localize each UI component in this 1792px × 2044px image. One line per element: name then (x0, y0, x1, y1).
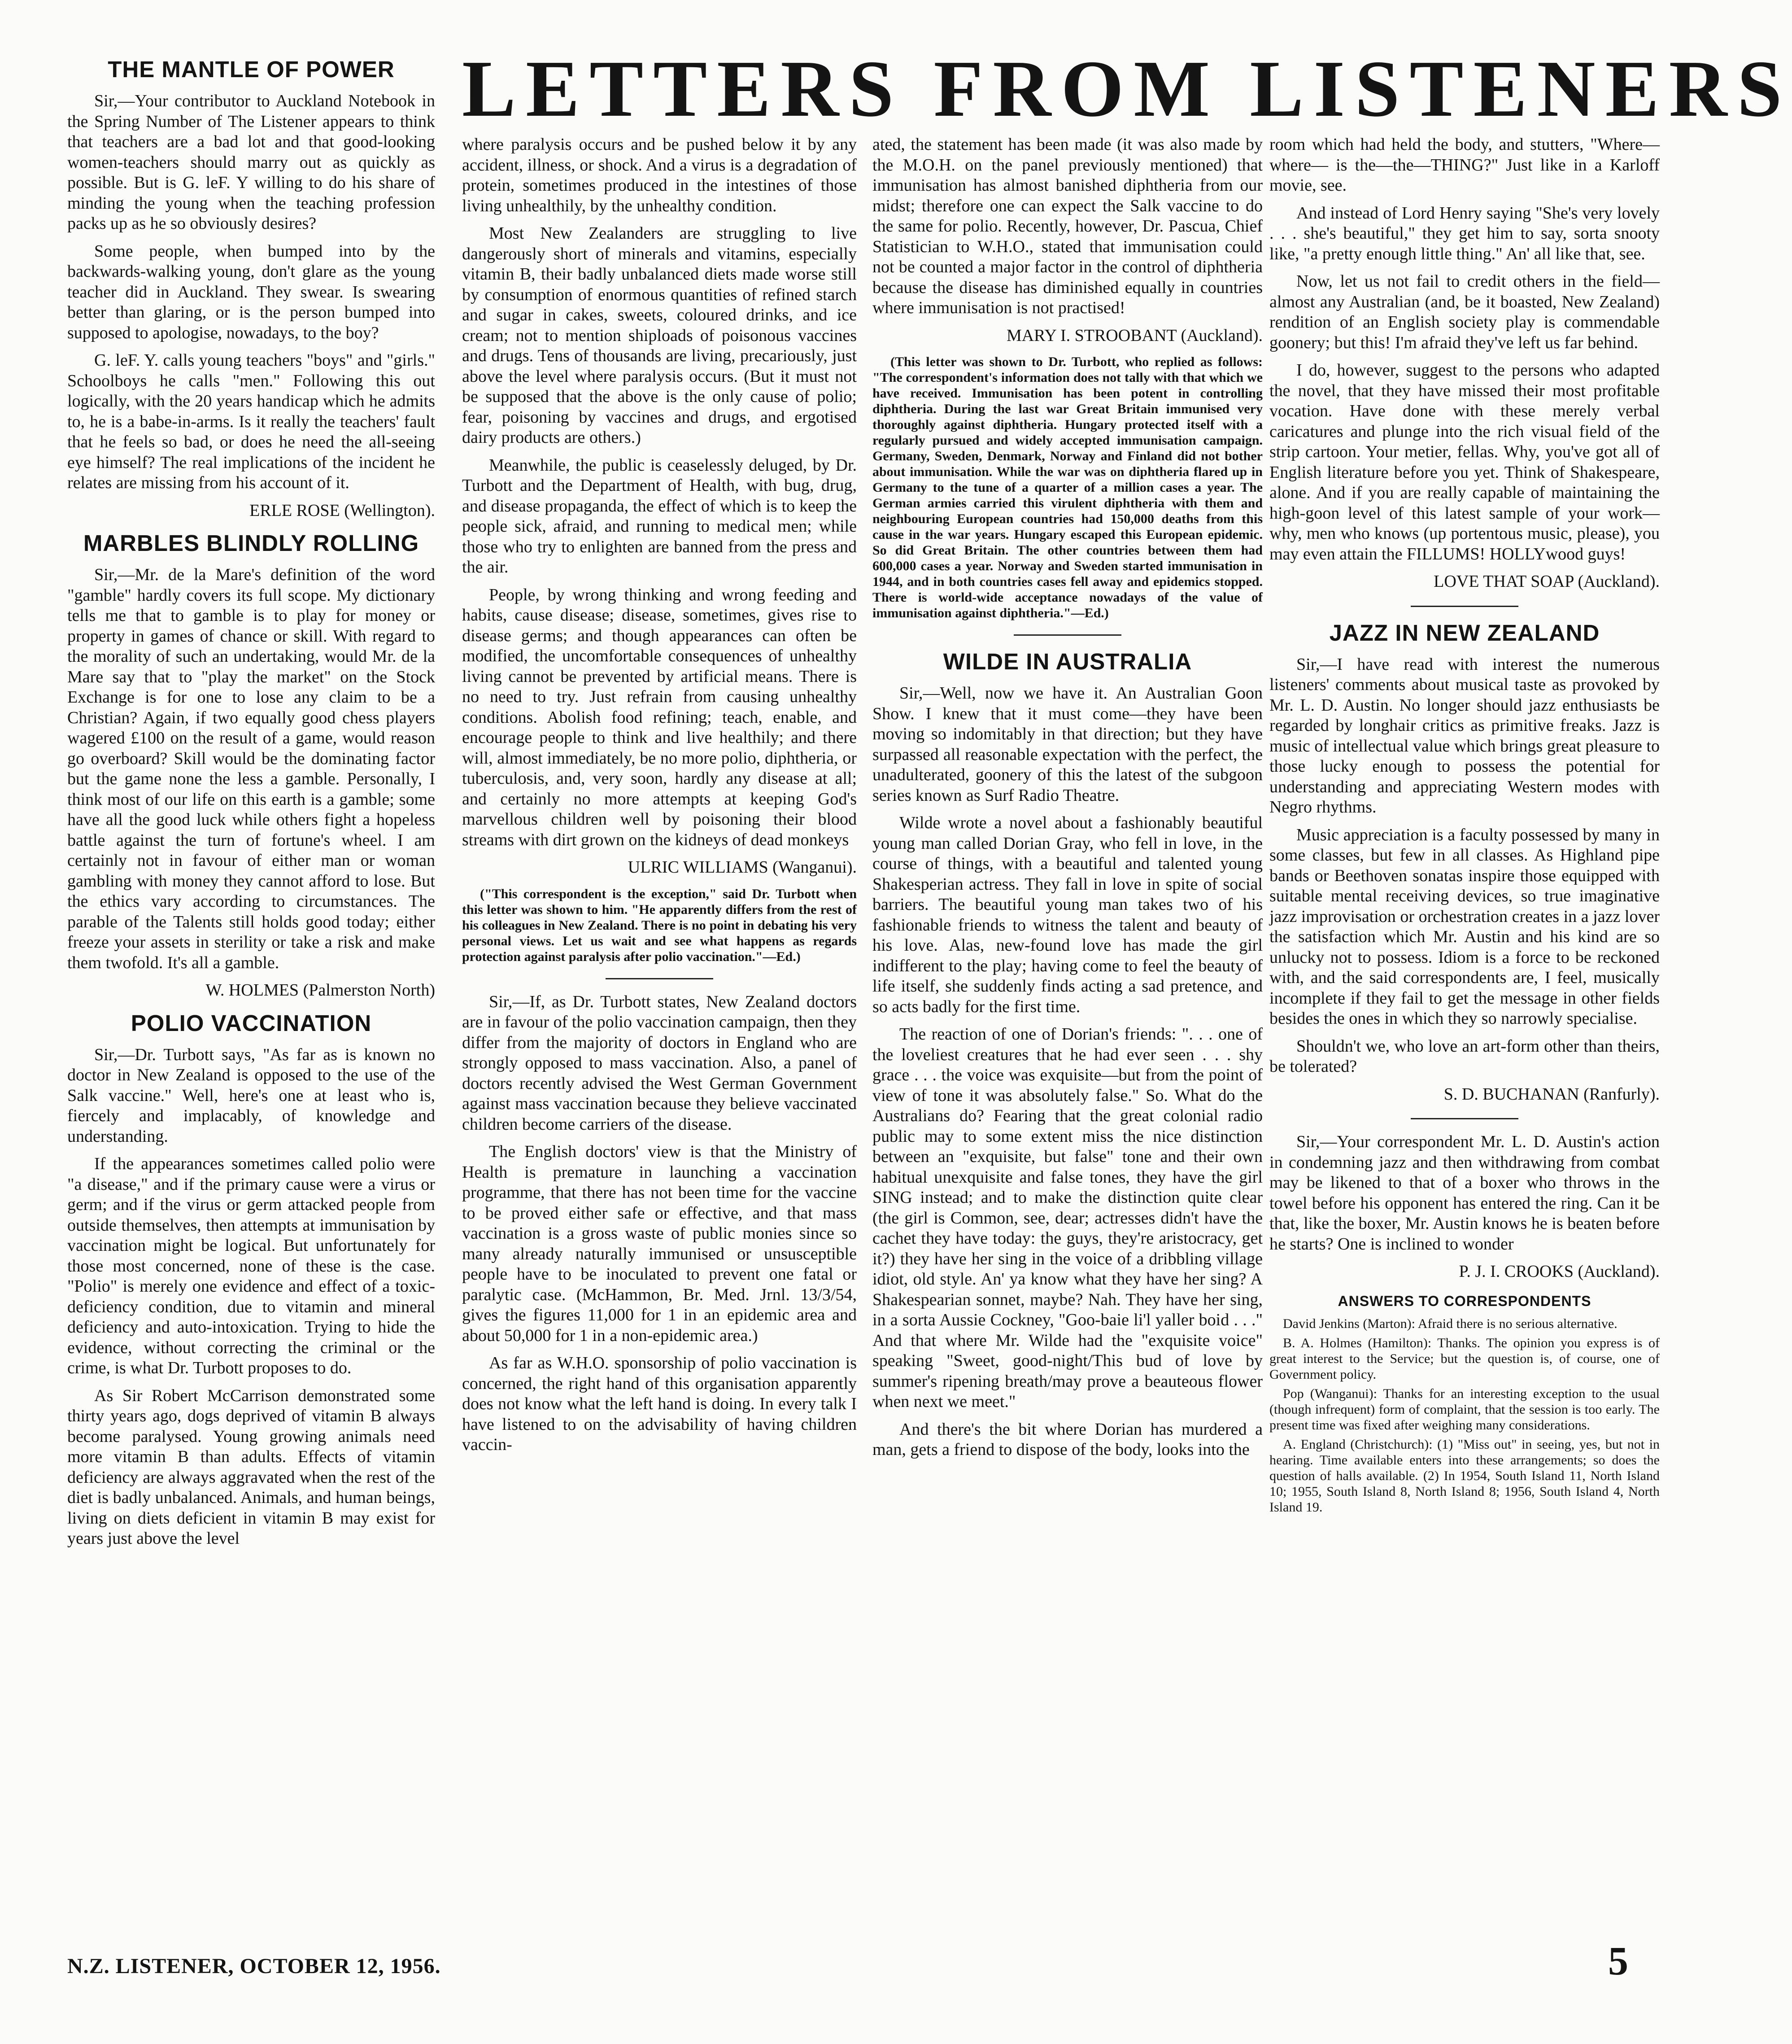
letter-paragraph: Sir,—Your correspondent Mr. L. D. Austin's action in condemning jazz and then withdrawing from combat may be likened to that of a boxer who throws in the towel before his opponent has entered the ring. Can it be that, like the boxer, Mr. Austin knows he is beaten before he starts? One is inclined to wonder (1269, 1132, 1660, 1253)
letter-paragraph: Music appreciation is a faculty possessed by many in some classes, but few in all classes. As Highland pipe bands or Beethoven sonatas inspire those equipped with suitable mental receiving devices, so true imaginative jazz improvisation or orchestration creates in a jazz lover the satisfaction which Mr. Austin and his kind are so unlucky not to possess. Idiom is a force to be reckoned with, and the said correspondents are, I feel, musically incomplete if they fail to get the message in other fields besides the ones in which they so narrowly specialise. (1269, 825, 1660, 1028)
masthead-title: LETTERS FROM LISTENERS (462, 44, 1792, 133)
letter-paragraph: Some people, when bumped into by the backwards-walking young, don't glare as the young teacher did in Auckland. They swear. Is swearing better than glaring, or is the person bumped into supposed to apologise, nowadays, to the boy? (67, 241, 435, 342)
letter-paragraph: And there's the bit where Dorian has murdered a man, gets a friend to dispose of the body, looks into the (872, 1419, 1263, 1459)
page-number: 5 (1608, 1939, 1628, 1983)
column-4 (1269, 135, 1660, 1936)
letter-paragraph: where paralysis occurs and be pushed below it by any accident, illness, or shock. And a virus is a degradation of protein, sometimes produced in the intestines of those living unhealthily, by the unhealthy condition. (462, 135, 857, 215)
letter-signature: LOVE THAT SOAP (Auckland). (1434, 572, 1660, 591)
letter-paragraph: Sir,—Dr. Turbott says, "As far as is known no doctor in New Zealand is opposed to the use of the Salk vaccine." Well, here's one at least who is, fiercely and implacably, of knowledge and understanding. (67, 1045, 435, 1146)
section-divider (1014, 634, 1121, 636)
letter-paragraph: Sir,—I have read with interest the numerous listeners' comments about musical taste as provoked by Mr. L. D. Austin. No longer should jazz enthusiasts be regarded by longhair critics as primitive freaks. Jazz is music of intellectual value which brings great pleasure to those lucky enough to possess the potential for understanding and appreciating Western modes with Negro rhythms. (1269, 655, 1660, 817)
letter-paragraph: Sir,—Your contributor to Auckland Notebook in the Spring Number of The Listener appears to think that teachers are a bad lot and that good-looking women-teachers should marry out as quickly as possible. But is G. leF. Y willing to do his share of minding the young when the teaching profession packs up as he so obviously desires? (67, 92, 435, 233)
letter-paragraph: If the appearances sometimes called polio were "a disease," and if the primary cause were a virus or germ; and if the virus or germ attacked people from outside themselves, then attempts at immunisation by vaccination might be logical. But unfortunately for those most concerned, none of these is the case. "Polio" is merely one evidence and effect of a toxic-deficiency condition, due to vitamin and mineral deficiency and auto-intoxication. Trying to hide the evidence, without correcting the criminal or the crime, is what Dr. Turbott proposes to do. (67, 1154, 435, 1377)
letter-paragraph: Sir,—Well, now we have it. An Australian Goon Show. I knew that it must come—they have been moving so indomitably in that direction; but they have surpassed all reasonable expectation with the perfect, the unadulterated, goonery of this the latest of the subgoon series known as Surf Radio Theatre. (872, 684, 1263, 805)
letter-paragraph: Sir,—Mr. de la Mare's definition of the word "gamble" hardly covers its full scope. My dictionary tells me that to gamble is to play for money or property in games of chance or skill. With regard to the morality of such an undertaking, would Mr. de la Mare say that to "play the market" on the Stock Exchange is for one to lose any claim to be a Christian? Again, if two equally good chess players wagered £100 on the result of a game, would reason go overboard? Skill would be the dominating factor but the game none the less a gamble. Personally, I think most of our life on this earth is a gamble; some have all the good luck while others fight a hopeless battle against the turn of fortune's wheel. I am certainly not in favour of either man or woman gambling with money they cannot afford to lose. But the ethics vary according to circumstances. The parable of the Talents still holds good today; either freeze your assets in sterility or take a risk and make them twofold. It's all a gamble. (67, 565, 435, 972)
letter-paragraph: I do, however, suggest to the persons who adapted the novel, that they have missed their most profitable vocation. Have done with these merely verbal caricatures and plunge into the rich visual field of the strip cartoon. Your metier, fellas. Why, you've got all of English literature before you yet. Think of Shakespeare, alone. And if you are really capable of maintaining the high-goon level of this latest sample of your work—why, men who knows (up portentous music, please), you may even attain the FILLUMS! HOLLYwood guys! (1269, 361, 1660, 563)
answer-item: B. A. Holmes (Hamilton): Thanks. The opinion you express is of great interest to the Service; but the question is, of course, one of Government policy. (1269, 1336, 1660, 1382)
section-divider (1411, 606, 1518, 607)
letter-signature: S. D. BUCHANAN (Ranfurly). (1443, 1084, 1660, 1104)
column-2 (462, 135, 857, 1936)
letter-paragraph: Now, let us not fail to credit others in the field—almost any Australian (and, be it boasted, New Zealand) rendition of an English society play is commendable goonery; but this! I'm afraid they've left us far behind. (1269, 272, 1660, 352)
letter-paragraph: G. leF. Y. calls young teachers "boys" and "girls." Schoolboys he calls "men." Following this out logically, with the 20 years handicap which he admits to, he is a babe-in-arms. Is it really the teachers' fault that he feels so bad, or does he need the all-seeing eye himself? The real implications of the incident he relates are missing from his account of it. (67, 351, 435, 492)
letter-paragraph: And instead of Lord Henry saying "She's very lovely . . . she's beautiful," they get him to say, sorta snooty like, "a pretty enough little thing." An' all like that, see. (1269, 203, 1660, 263)
heading-answers-to-correspondents: ANSWERS TO CORRESPONDENTS (1338, 1293, 1591, 1309)
letter-paragraph: The reaction of one of Dorian's friends: ". . . one of the loveliest creatures that he had ever seen . . . shy grace . . . the voice was exquisite—but from the point of view of tone it was absolutely false." So. What do the Australians do? Fearing that the great colonial radio public may to some extent miss the nice distinction between an "exquisite, but false" tone and their own habitual unexquisite and false tones, they have the girl SING instead; and to make the distinction quite clear (the girl is Common, see, dear; actresses didn't have the cachet they have today: the guys, they're aristocracy, get it?) they have her sing in the voice of a dribbling village idiot, old style. An' ya know what they have her sing? A Shakespearian sonnet, maybe? Nah. They have her sing, in a sorta Aussie Cockney, "Goo-baie li'l yaller boid . . ." And that where Mr. Wilde had the "exquisite voice" speaking "Sweet, good-night/This bud of love by summer's ripening breath/may prove a beauteous flower when next we meet." (872, 1025, 1263, 1411)
letter-paragraph: The English doctors' view is that the Ministry of Health is premature in launching a vaccination programme, that there has not been time for the vaccine to be proved either safe or effective, and that mass vaccination is a gross waste of public monies since so many already naturally immunised or unsusceptible people have to be inoculated to prevent one fatal or paralytic case. (McHammon, Br. Med. Jrnl. 13/3/54, gives the figures 11,000 for 1 in an epidemic area and about 50,000 for 1 in a non-epidemic area.) (462, 1142, 857, 1345)
answer-item: Pop (Wanganui): Thanks for an interesting exception to the usual (though infrequent) form of complaint, that the session is too early. The present time was fixed after weighing many considerations. (1269, 1386, 1660, 1433)
letter-paragraph: As Sir Robert McCarrison demonstrated some thirty years ago, dogs deprived of vitamin B always become paralysed. Young growing animals need more vitamin B than adults. Effects of vitamin deficiency are always aggravated when the rest of the diet is badly unbalanced. Animals, and human beings, living on diets deficient in vitamin B may exist for years just above the level (67, 1386, 435, 1548)
column-1 (67, 56, 435, 1936)
heading-polio-vaccination: POLIO VACCINATION (131, 1010, 372, 1036)
section-divider (1411, 1118, 1518, 1119)
letter-paragraph: Sir,—If, as Dr. Turbott states, New Zealand doctors are in favour of the polio vaccination campaign, then they differ from the majority of doctors in England who are strongly opposed to mass vaccination. Also, a panel of doctors recently advised the West German Government against mass vaccination because they believe vaccinated children become carriers of the disease. (462, 992, 857, 1134)
letter-signature: P. J. I. CROOKS (Auckland). (1459, 1262, 1660, 1281)
heading-mantle-of-power: THE MANTLE OF POWER (108, 57, 395, 82)
answer-item: A. England (Christchurch): (1) "Miss out" in seeing, yes, but not in hearing. Time available enters into these arrangements; so does the question of halls available. (2) In 1954, South Island 11, North Island 10; 1955, South Island 8, North Island 8; 1956, South Island 4, North Island 19. (1269, 1437, 1660, 1515)
letter-paragraph: Meanwhile, the public is ceaselessly deluged, by Dr. Turbott and the Department of Health, with bug, drug, and disease propaganda, the effect of which is to keep the people sick, afraid, and running to medical men; while those who try to enlighten are banned from the press and the air. (462, 455, 857, 577)
heading-marbles-blindly-rolling: MARBLES BLINDLY ROLLING (83, 530, 419, 556)
letter-paragraph: Shouldn't we, who love an art-form other than theirs, be tolerated? (1269, 1036, 1660, 1076)
letter-paragraph: ated, the statement has been made (it was also made by the M.O.H. on the panel previously mentioned) that immunisation has almost banished diphtheria from our midst; therefore one can expect the Salk vaccine to do the same for polio. Recently, however, Dr. Pascua, Chief Statistician to W.H.O., stated that immunisation could not be counted a major factor in the control of diphtheria because the disease has diminished equally in countries where immunisation is not practised! (872, 135, 1263, 317)
letter-signature: ULRIC WILLIAMS (Wanganui). (628, 858, 857, 877)
column-3 (872, 135, 1263, 1936)
editor-note: ("This correspondent is the exception," said Dr. Turbott when this letter was shown to him. "He apparently differs from the rest of his colleagues in New Zealand. There is no point in debating his very personal views. Let us wait and see what happens as regards protection against paralysis after polio vaccination."—Ed.) (462, 886, 857, 964)
heading-jazz-in-new-zealand: JAZZ IN NEW ZEALAND (1329, 620, 1600, 646)
letter-paragraph: room which had held the body, and stutters, "Where—where— is the—the—THING?" Just like in a Karloff movie, see. (1269, 135, 1660, 195)
letter-paragraph: People, by wrong thinking and wrong feeding and habits, cause disease; disease, sometimes, gives rise to disease germs; and though appearances can often be modified, the uncomfortable consequences of unhealthy living cannot be prevented by artificial means. There is no need to try. Just refrain from causing unhealthy conditions. Abolish food refining; teach, enable, and encourage people to think and live healthily; and there will, almost immediately, be no more polio, diphtheria, or tuberculosis, and, very soon, hardly any disease at all; and certainly no more attempts at keeping God's marvellous children well by poisoning their blood streams with dirt grown on the kidneys of dead monkeys (462, 585, 857, 849)
publication-footer: N.Z. LISTENER, OCTOBER 12, 1956. (67, 1954, 441, 1978)
answer-item: David Jenkins (Marton): Afraid there is no serious alternative. (1283, 1316, 1618, 1331)
section-divider (606, 978, 713, 979)
editor-note: (This letter was shown to Dr. Turbott, who replied as follows: "The correspondent's information does not tally with that which we have received. Immunisation has been potent in controlling diphtheria. During the last war Great Britain immunised very thoroughly against diphtheria. Hungary protected itself with a regularly pursued and widely accepted immunisation campaign. Germany, Sweden, Denmark, Norway and Finland did not bother about immunisation. While the war was on diphtheria flared up in Germany to the tune of a quarter of a million cases a year. The German armies carried this virulent diphtheria with them and neighbouring European countries had 150,000 deaths from this cause in the war years. Hungary escaped this European epidemic. So did Great Britain. The other countries between them had 600,000 cases a year. Norway and Sweden started immunisation in 1944, and in both countries cases fell away and epidemics stopped. There is world-wide acceptance nowadays of the value of immunisation against diphtheria."—Ed.) (872, 354, 1263, 620)
letter-signature: ERLE ROSE (Wellington). (249, 501, 435, 520)
heading-wilde-in-australia: WILDE IN AUSTRALIA (943, 649, 1192, 674)
letter-signature: W. HOLMES (Palmerston North) (205, 981, 435, 1000)
letter-paragraph: Wilde wrote a novel about a fashionably beautiful young man called Dorian Gray, who fell in love, in the course of things, with a beautiful and talented young Shakesperian actress. They fall in love in spite of social barriers. The beautiful young man takes two of his fashionable friends to witness the talent and beauty of his love. Alas, new-found love has made the girl indifferent to the play; having come to feel the beauty of life itself, she suddenly finds acting a sad pretence, and so acts badly for the first time. (872, 813, 1263, 1016)
letter-paragraph: Most New Zealanders are struggling to live dangerously short of minerals and vitamins, especially vitamin B, their badly unbalanced diets made worse still by consumption of enormous quantities of refined starch and sugar in cakes, sweets, coloured drinks, and ice cream; not to mention shiploads of poisonous vaccines and drugs. Tens of thousands are living, precariously, just above the level where paralysis occurs. (But it must not be supposed that the above is the only cause of polio; fear, poisoning by vaccines and drugs, and ergotised dairy products are others.) (462, 224, 857, 447)
letter-signature: MARY I. STROOBANT (Auckland). (1006, 326, 1263, 345)
letter-paragraph: As far as W.H.O. sponsorship of polio vaccination is concerned, the right hand of this organisation apparently does not know what the left hand is doing. In every talk I have listened to on the advisability of having children vaccin- (462, 1354, 857, 1454)
